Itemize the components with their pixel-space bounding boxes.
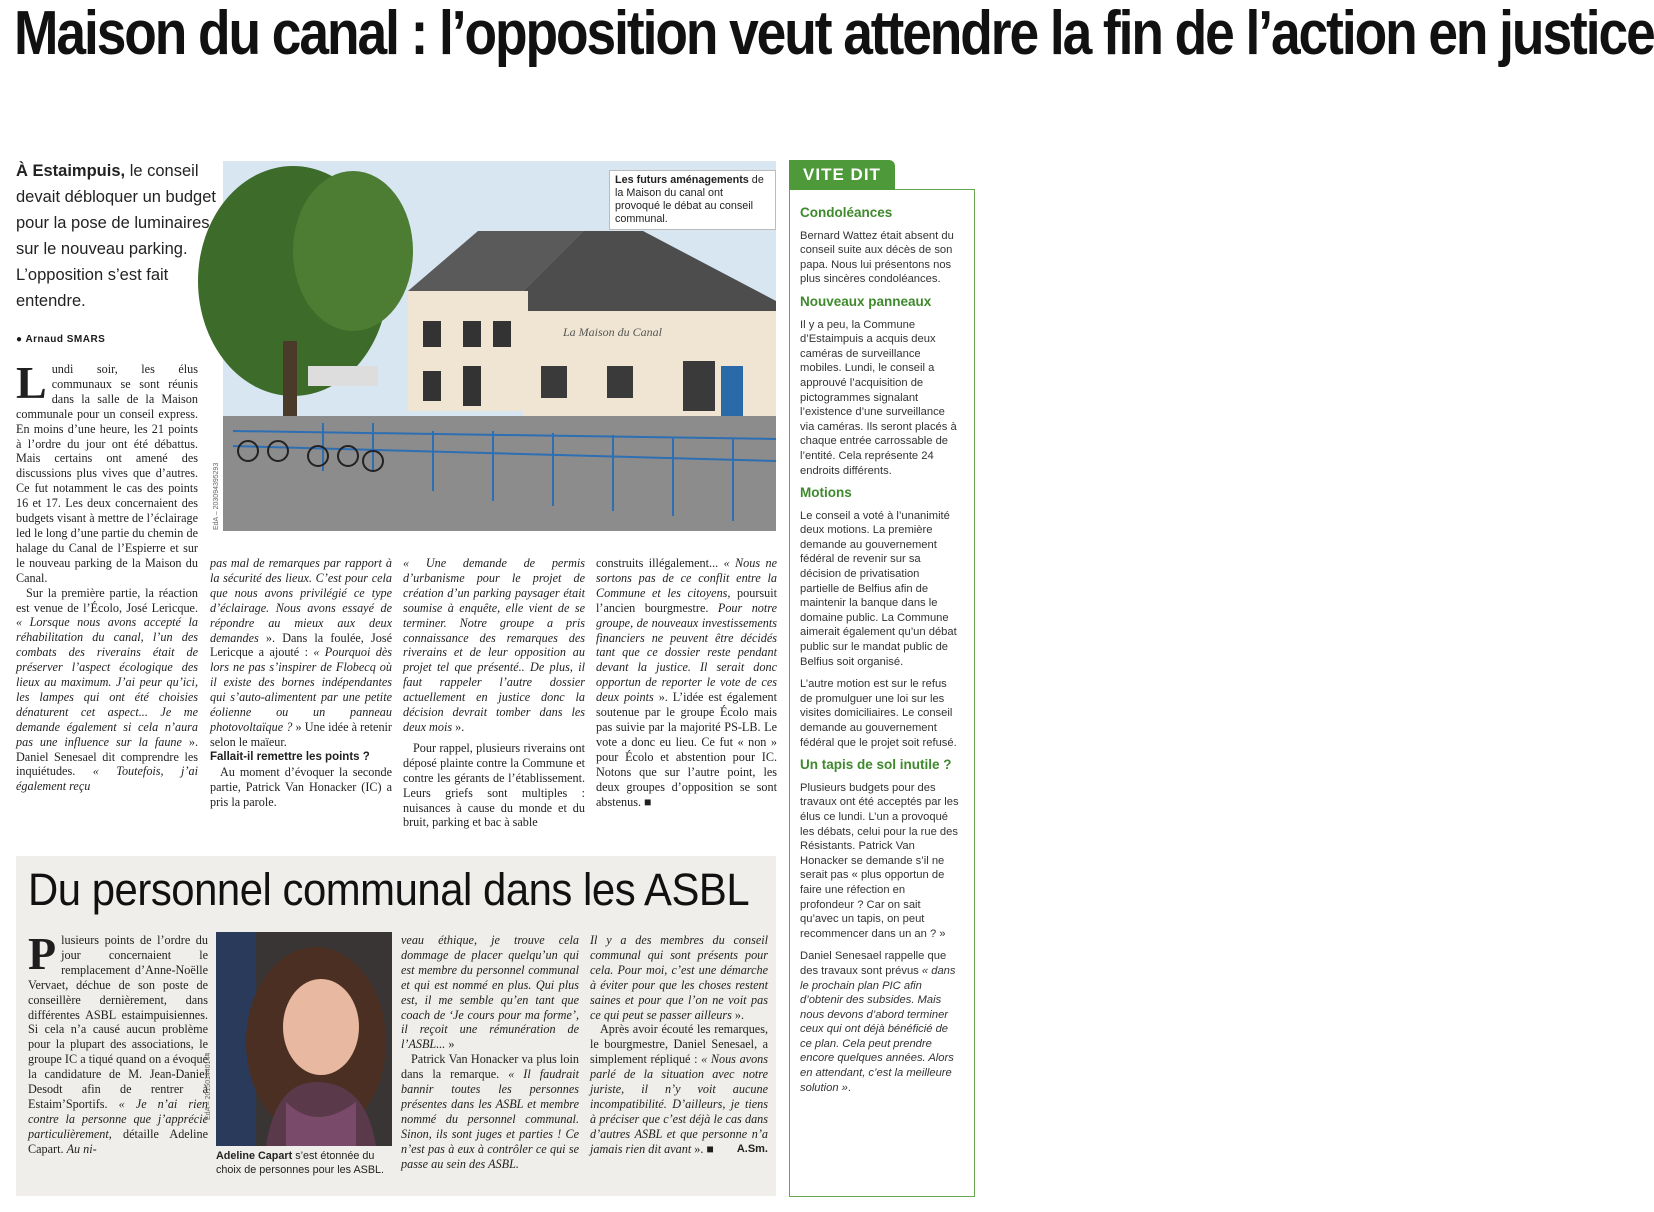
sidebar-heading: Motions — [800, 485, 852, 501]
caption-bold: Les futurs aménagements — [615, 174, 749, 186]
sidebar-title: VITE DIT — [789, 160, 895, 190]
article1-column2 — [210, 556, 392, 809]
photo-credit: EdA – 203094395293 — [213, 462, 220, 530]
article2-headline: Du personnel communal dans les ASBL — [28, 864, 750, 915]
quote: Au ni- — [66, 1141, 97, 1156]
paragraph: » — [445, 1037, 455, 1052]
quote: « Il faudrait bannir toutes les personnes présentes dans les ASBL et membre nommé du personnel communal. Sinon, ils sont juges et parties ! Ce n’est pas à eux à contrôler ce qui se passe au sein des ASBL. — [401, 1067, 579, 1171]
sidebar-heading: Un tapis de sol inutile ? — [800, 757, 952, 773]
subheading: Fallait-il remettre les points ? — [210, 750, 370, 763]
article1-column1 — [16, 357, 198, 794]
article2-column2 — [401, 933, 579, 1172]
paragraph: Au moment d’évoquer la seconde partie, Patrick Van Honacker (IC) a pris la parole. — [210, 764, 392, 809]
quote: « Nous avons parlé de la situation avec notre juriste, il n’y voit aucune incompatibilité. D’ailleurs, je tiens à préciser que c’est déjà le cas dans d’autres ASBL et que personne n’a jamais rien dit avant — [590, 1052, 768, 1156]
paragraph: construits illégalement... — [596, 556, 724, 570]
sidebar-quote: « dans le prochain plan PIC afin d’obtenir des subsides. Mais nous devons d’abord terminer ceux qui ont déjà bénéficié de ce plan. Cela peut prendre encore quelques années. Alors en attendant, c’est la meilleure solution » — [800, 964, 956, 1094]
quote: « Toutefois, j’ai également reçu — [16, 764, 198, 794]
paragraph: ». — [452, 719, 465, 734]
portrait-caption — [216, 1150, 394, 1177]
sidebar-content — [800, 200, 960, 1103]
building-sign: La Maison du Canal — [563, 325, 663, 339]
quote: « Nous ne sortons pas de ce conflit entre la Commune et les citoyens, — [596, 556, 777, 600]
sidebar-text: Bernard Wattez était absent du conseil suite aux décès de son papa. Nous lui présentons nos plus sincères condoléances. — [800, 229, 954, 286]
quote: Pour notre groupe, de nouveaux investissements financiers ne peuvent être décidés tant que ce dossier reste pendant devant la justice. Il serait donc opportun de reporter le vote de ces deux points — [596, 600, 777, 705]
quote: « Je n’ai rien contre la personne que j’apprécie particulièrement, — [28, 1096, 208, 1141]
quote: « Lorsque nous avons accepté la réhabilitation du canal, l’un des combats des riverains était de préserver l’aspect écologique des lieux au maximum. J’ai peur qu’ici, les lampes qui ont été choisies dénaturent cet aspect... Je me demande également si cela n’aura pas une influence sur la faune — [16, 615, 198, 749]
article2-column3 — [590, 933, 768, 1157]
sidebar-text: Plusieurs budgets pour des travaux ont été acceptés par les élus ce lundi. L’un a provoqué les débats, celui pour la rue des Résistants. Patrick Van Honacker se demande s’il ne serait pas « plus opportun de faire une réfection en profondeur ? Car on sait qu’avec un tapis, on peut recommencer dans un an ? » — [800, 781, 959, 940]
article1-column4 — [596, 556, 777, 809]
quote: veau éthique, je trouve cela dommage de placer quelqu’un qui est membre du personnel communal et qui est nommé en plus. Qui plus est, il me semble qu’en tant que coach de ‘Je cours pour ma forme’, il reçoit une rémunération de l’ASBL... — [401, 933, 579, 1052]
sidebar-text-span: Daniel Senesael rappelle que des travaux sont prévus — [800, 950, 947, 977]
paragraph: undi soir, les élus communaux se sont réunis dans la salle de la Maison communale pour un conseil express. En moins d’une heure, les 21 points à l’ordre du jour ont été débattus. Mais certains ont amené des discussions plus vives que d’autres. Ce fut notamment le cas des points 16 et 17. Les deux concernaient des budgets visant à mettre de l’éclairage led le long d’une partie du chemin de halage du Canal de l’Espierre et sur le nouveau parking de la Maison du Canal. — [16, 362, 198, 585]
photo-caption — [609, 170, 776, 230]
article2-column1 — [28, 928, 208, 1157]
paragraph: ». Daniel Senesael dit comprendre les inquiétudes. — [16, 734, 198, 779]
sidebar-text-span: . — [847, 1081, 852, 1094]
byline: ● Arnaud SMARS — [16, 334, 106, 345]
sidebar-text: Il y a peu, la Commune d’Estaimpuis a acquis deux caméras de surveillance mobiles. Lundi, le conseil a approuvé l’acquisition de pictogrammes signalant l’existence d’une surveillance via caméras. Ils seront placés à chaque entrée carrossable de l’entité. Cela représente 24 endroits différents. — [800, 318, 957, 477]
quote: pas mal de remarques par rapport à la sécurité des lieux. C’est pour cela que nous avons privilégié ce type d’éclairage. Nous avons essayé de répondre au mieux aux deux demandes — [210, 556, 392, 645]
sidebar-heading: Nouveaux panneaux — [800, 293, 932, 309]
portrait-photo — [216, 932, 392, 1146]
paragraph: poursuit l’ancien bourgmestre. — [596, 585, 777, 615]
sidebar-text: L’autre motion est sur le refus de promulguer une loi sur les visites domiciliaires. Le conseil demande au gouvernement fédéral que le projet soit refusé. — [800, 678, 957, 749]
quote: « Une demande de permis d’urbanisme pour le projet de création d’un parking paysager était soumise à enquête, elle vient de se terminer. Notre groupe a pris connaissance des remarques des riverains et de leur opposition au projet tel que présenté.. De plus, il faut rappeler l’autre dossier actuellement en justice donc la décision devrait tomber dans les deux mois — [403, 556, 585, 734]
drop-cap: L — [16, 357, 47, 408]
paragraph: » Une idée à retenir selon le maïeur. — [210, 719, 392, 749]
caption-bold: Adeline Capart — [216, 1150, 293, 1162]
caption-text: s’est étonnée du choix de personnes pour les ASBL. — [216, 1150, 385, 1176]
author-signature: A.Sm. — [736, 1142, 768, 1155]
sidebar-text: Le conseil a voté à l’unanimité deux motions. La première demande au gouvernement fédéral de revenir sur sa décision de privatisation partielle de Belfius afin de maintenir la banque dans le domaine public. La Commune aimerait également qu’un débat public sur le mandat public de Belfius soit organisé. — [800, 509, 957, 668]
paragraph: ». Dans la foulée, José Lericque a ajouté : — [210, 630, 392, 660]
paragraph: Après avoir écouté les remarques, le bourgmestre, Daniel Senesael, a simplement répliqué : — [590, 1022, 768, 1067]
paragraph: ». ■ — [691, 1141, 714, 1156]
sidebar-text — [800, 949, 960, 1095]
sidebar-heading: Condoléances — [800, 205, 893, 220]
quote: Il y a des membres du conseil communal qui sont présents pour cela. Pour moi, c’est une démarche à éviter pour que les choses restent saines et pour que l’on ne voit pas ce qui peut se passer ailleurs — [590, 933, 768, 1022]
article1-column3 — [403, 556, 585, 830]
page-headline: Maison du canal : l’opposition veut attendre la fin de l’action en justice — [14, 0, 1654, 68]
quote: « Pourquoi dès lors ne pas s’inspirer de Flobecq où il existe des bornes indépendantes qui s’auto-alimentent par une petite éolienne ou un panneau photovoltaïque ? — [210, 645, 392, 734]
paragraph: Pour rappel, plusieurs riverains ont déposé plainte contre la Commune et contre les gérants de l’établissement. Leurs griefs sont multiples : nuisances à cause du monde et du bruit, parking et bac à sable — [403, 740, 585, 830]
paragraph: Sur la première partie, la réaction est venue de l’Écolo, José Lericque. — [16, 585, 198, 615]
portrait-credit: EdA – 201501440144 — [205, 1052, 212, 1120]
portrait-illustration — [216, 932, 392, 1146]
paragraph: détaille Adeline Capart. — [28, 1126, 208, 1156]
lead-text: le conseil devait débloquer un budget pour la pose de luminaires sur le nouveau parking. L’opposition s’est fait entendre. — [16, 162, 216, 310]
drop-cap: P — [28, 928, 57, 979]
paragraph: Patrick Van Honacker va plus loin dans la remarque. — [401, 1052, 579, 1082]
paragraph: ». L’idée est également soutenue par le groupe Écolo mais pas suivie par la majorité PS-LB. Le vote a donc eu lieu. Ce fut « non » pour Écolo et abstention pour IC. Notons que sur l’autre point, les deux groupes d’opposition se sont abstenus. ■ — [596, 690, 777, 809]
caption-text: de la Maison du canal ont provoqué le débat au conseil communal. — [615, 174, 764, 225]
article-lead — [16, 158, 216, 314]
paragraph: ». — [731, 1007, 745, 1022]
lead-place: À Estaimpuis, — [16, 162, 126, 180]
paragraph: lusieurs points de l’ordre du jour concernaient le remplacement d’Anne-Noëlle Vervaet, déchue de son poste de conseillère dernièrement, dans différentes ASBL estaimpuisiennes. Si cela n’a causé aucun problème pour la plupart des associations, le groupe IC a tiqué quand on a évoqué la candidature de M. Jean-Daniel Desodt afin de rentrer à Estaim’Sportifs. — [28, 933, 208, 1111]
